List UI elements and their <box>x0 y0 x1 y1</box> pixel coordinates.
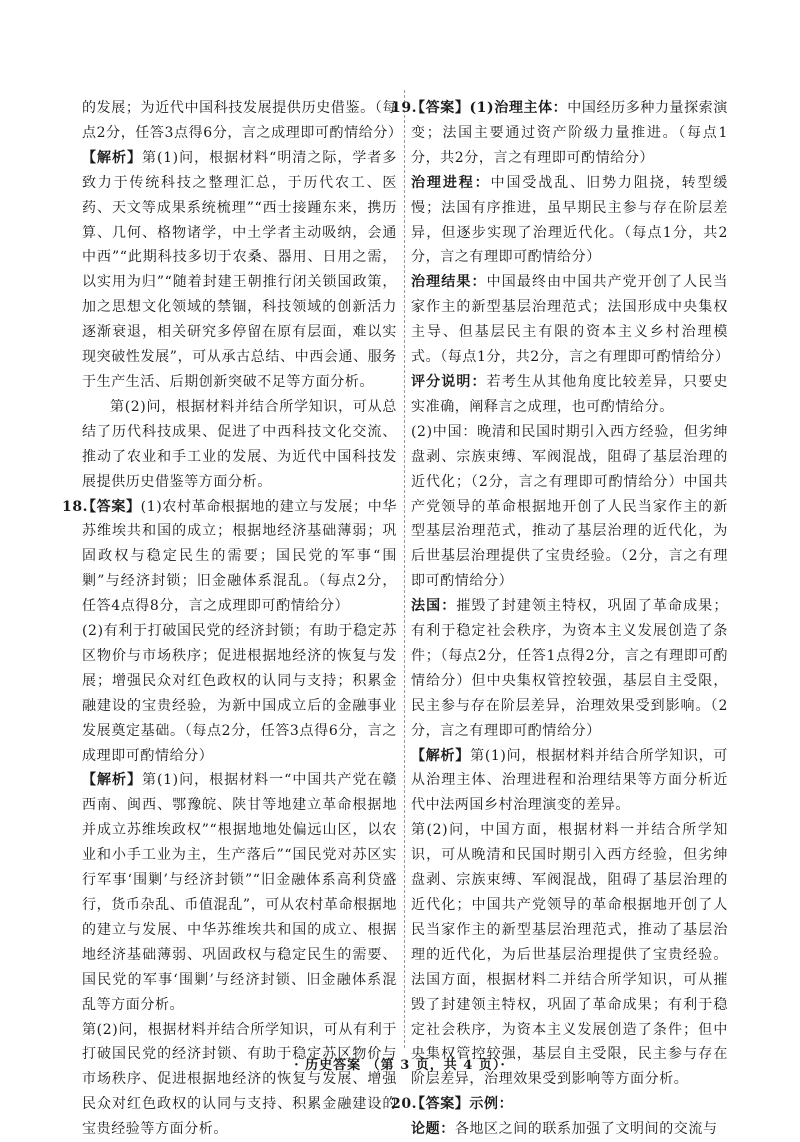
analysis-label: 【解析】 <box>411 748 470 764</box>
q17-analysis-part2: 第(2)问，根据材料并结合所学知识，可从总结了历代科技成果、促进了中西科技文化交流、推动了农业和手工业的发展、为近代中国科技发展提供历史借鉴等方面分析。 <box>82 395 397 495</box>
q19-france-label: 法国： <box>411 598 456 614</box>
q19-analysis-text1: 第(1)问，根据材料并结合所学知识，可从治理主体、治理进程和治理结果等方面分析近代中法两国乡村治理演变的差异。 <box>411 748 728 814</box>
q19-answer-subject <box>411 96 728 171</box>
q19-scoring-text: 若考生从其他角度比较差异，只要史实准确，阐释言之成理，也可酌情给分。 <box>411 374 728 415</box>
answer-label: 【答案】 <box>411 100 469 116</box>
q17-answer-tail: 的发展；为近代中国科技发展提供历史借鉴。（每点2分，任答3点得6分，言之成理即可酌情给分） <box>82 96 397 146</box>
q20-thesis-label: 论题： <box>411 1121 455 1137</box>
q19-analysis-part2: 第(2)问，中国方面，根据材料一并结合所学知识，可从晚清和民国时期引入西方经验，但劣绅盘剥、宗族束缚、军阀混战，阻碍了基层治理的近代化；中国共产党领导的革命根据地开创了人民当家作主的新型基层治理范式，推动了基层治理的近代化，为后世基层治理提供了宝贵经验。法国方面，根据材料二并结合所学知识，可从摧毁了封建领主特权，巩固了革命成果；有利于稳定社会秩序，为资本主义发展创造了条件；但中央集权管控较强，基层自主受限，民主参与存在阶层差异，治理效果受到影响等方面分析。 <box>411 818 728 1092</box>
column-divider <box>404 90 405 1048</box>
q19-subject-label: (1)治理主体： <box>469 100 567 116</box>
answer-label: 【答案】 <box>82 499 141 515</box>
q20-thesis <box>411 1117 728 1142</box>
q19-answer-process <box>411 171 728 271</box>
question-19-block <box>411 96 728 1092</box>
q19-answer-result <box>411 270 728 370</box>
q20-answer-line <box>411 1092 728 1117</box>
q19-result-label: 治理结果： <box>411 274 487 290</box>
question-20-block <box>411 1092 728 1142</box>
q19-answer-china: (2)中国：晚清和民国时期引入西方经验，但劣绅盘剥、宗族束缚、军阀混战，阻碍了基层治理的近代化；（2分，言之有理即可酌情给分）中国共产党领导的革命根据地开创了人民当家作主的新型基层治理范式，推动了基层治理的近代化，为后世基层治理提供了宝贵经验。（2分，言之有理即可酌情给分） <box>411 420 728 594</box>
q18-answer-part1 <box>82 495 397 620</box>
question-19-number: 19. <box>391 96 417 121</box>
q18-analysis-part2: 第(2)问，根据材料并结合所学知识，可从有利于打破国民党的经济封锁、有助于稳定苏区物价与市场秩序、促进根据地经济的恢复与发展、增强民众对红色政权的认同与支持、积累金融建设的宝贵经验等方面分析。 <box>82 1018 397 1142</box>
q18-answer-part2: (2)有利于打破国民党的经济封锁；有助于稳定苏区物价与市场秩序；促进根据地经济的恢复与发展；增强民众对红色政权的认同与支持；积累金融建设的宝贵经验，为新中国成立后的金融事业发展奠定基础。（每点2分，任答3点得6分，言之成理即可酌情给分） <box>82 619 397 768</box>
q19-process-label: 治理进程： <box>411 175 491 191</box>
q19-subject-text: 中国经历多种力量探索演变；法国主要通过资产阶级力量推进。（每点1分，共2分，言之有理即可酌情给分） <box>411 100 728 166</box>
q17-analysis-part1 <box>82 146 397 395</box>
q20-thesis-text: 各地区之间的联系加强了文明间的交流与 <box>455 1121 718 1137</box>
q19-scoring-label: 评分说明： <box>411 374 487 390</box>
q20-example-label: 示例： <box>469 1096 513 1112</box>
q19-analysis-part1 <box>411 744 728 819</box>
q18-analysis-part1 <box>82 768 397 1017</box>
question-20-number: 20. <box>391 1092 417 1117</box>
q18-answer-text1: (1)农村革命根据地的建立与发展；中华苏维埃共和国的成立；根据地经济基础薄弱；巩固政权与稳定民生的需要；国民党的军事“围剿”与经济封锁；旧金融体系混乱。（每点2分，任答4点得8分，言之成理即可酌情给分） <box>82 499 397 615</box>
question-18-block <box>82 495 397 1142</box>
q19-process-text: 中国受战乱、旧势力阻挠，转型缓慢；法国有序推进，虽早期民主参与存在阶层差异，但逐步实现了治理近代化。（每点1分，共2分，言之有理即可酌情给分） <box>411 175 728 266</box>
left-column <box>82 96 397 1142</box>
q19-answer-france <box>411 594 728 743</box>
q19-scoring-note <box>411 370 728 420</box>
analysis-label: 【解析】 <box>82 150 142 166</box>
q19-result-text: 中国最终由中国共产党开创了人民当家作主的新型基层治理范式；法国形成中央集权主导、但基层民主有限的资本主义乡村治理模式。（每点1分，共2分，言之有理即可酌情给分） <box>411 274 730 365</box>
right-column <box>411 96 728 1142</box>
q18-analysis-text1: 第(1)问，根据材料一“中国共产党在赣西南、闽西、鄂豫皖、陕甘等地建立革命根据地并成立苏维埃政权”“根据地地处偏远山区，以农业和小手工业为主，生产落后”“国民党对苏区实行军事‘围剿’与经济封锁”“旧金融体系高利贷盛行，货币杂乱、币值混乱”，可从农村革命根据地的建立与发展、中华苏维埃共和国的成立、根据地经济基础薄弱、巩固政权与稳定民生的需要、国民党的军事‘围剿’与经济封锁、旧金融体系混乱等方面分析。 <box>82 772 397 1012</box>
q19-france-text: 摧毁了封建领主特权，巩固了革命成果；有利于稳定社会秩序，为资本主义发展创造了条件；（每点2分，任答1点得2分，言之有理即可酌情给分）但中央集权管控较强，基层自主受限，民主参与存在阶层差异，治理效果受到影响。（2分，言之有理即可酌情给分） <box>411 598 728 739</box>
analysis-label: 【解析】 <box>82 772 142 788</box>
question-18-number: 18. <box>62 495 88 520</box>
answer-label: 【答案】 <box>411 1096 469 1112</box>
q17-analysis-text1: 第(1)问，根据材料“明清之际，学者多致力于传统科技之整理汇总，于历代农工、医药、天文等成果系统梳理”“西士接踵东来，携历算、几何、格物诸学，中土学者主动吸纳，会通中西”“此期科技多切于农桑、器用、日用之需，以实用为归”“随着封建王朝推行闭关锁国政策，加之思想文化领域的禁锢，科技领域的创新活力逐渐衰退，相关研究多停留在原有层面，难以实现突破性发展”，可从承古总结、中西会通、服务于生产生活、后期创新突破不足等方面分析。 <box>82 150 397 390</box>
page-footer: · 历史答案 （第 3 页，共 4 页）· <box>0 1054 800 1073</box>
